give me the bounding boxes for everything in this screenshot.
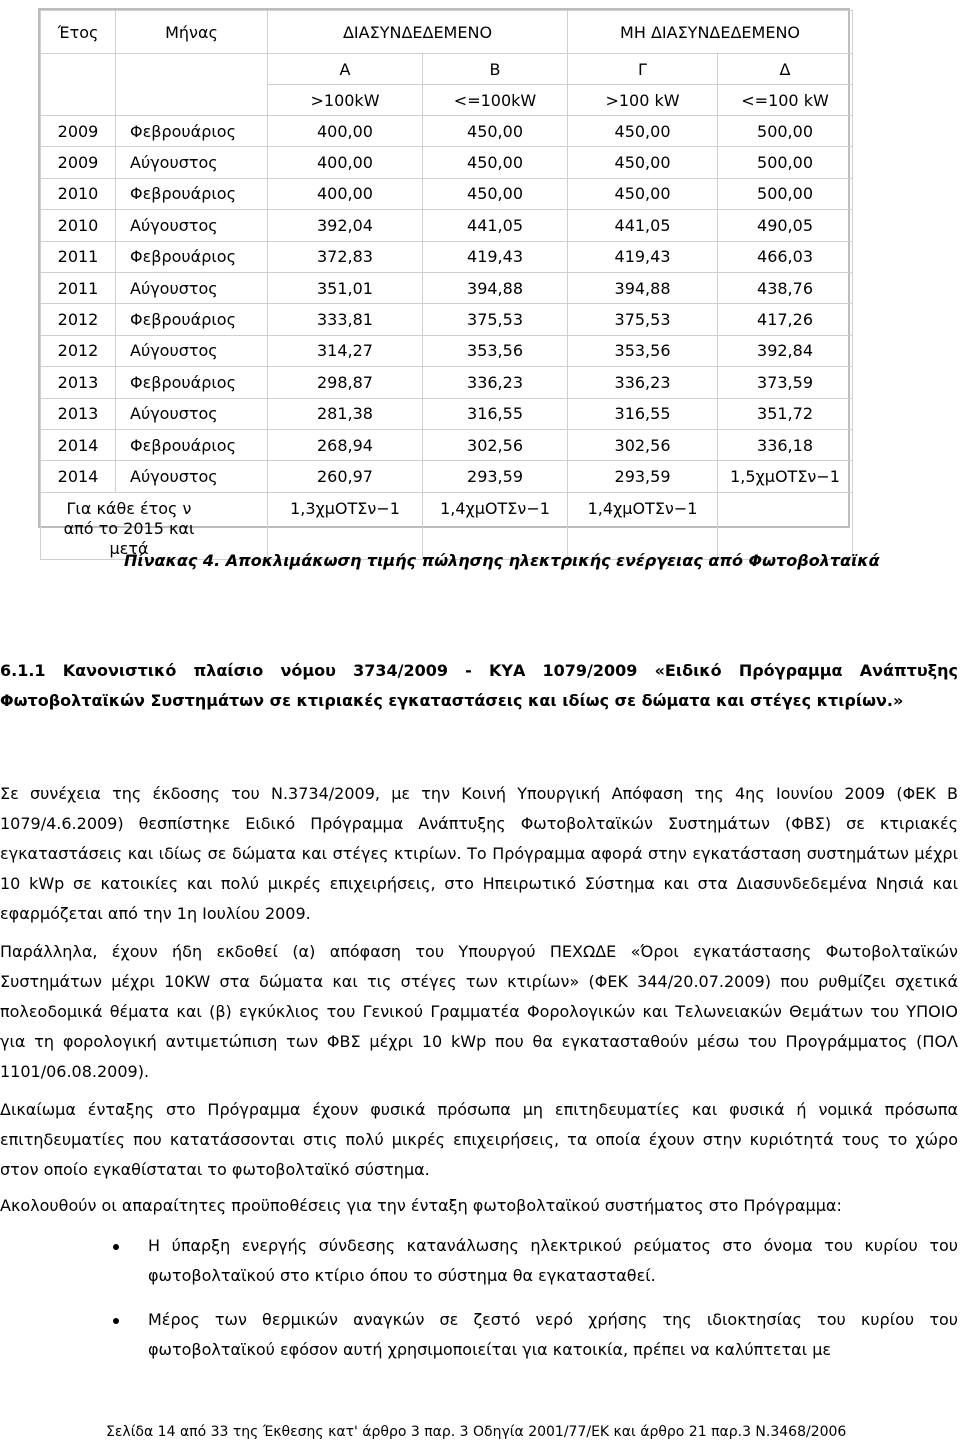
list-item bbox=[0, 1305, 958, 1365]
cell-value: 450,00 bbox=[423, 178, 568, 209]
cell-value: 351,72 bbox=[718, 398, 853, 429]
cell-month: Αύγουστος bbox=[116, 272, 268, 303]
header-month: Μήνας bbox=[116, 11, 268, 54]
section-title: 6.1.1 Κανονιστικό πλαίσιο νόμου 3734/2009 - ΚΥΑ 1079/2009 «Ειδικό Πρόγραμμα Ανάπτυξης Φωτοβολταϊκών Συστημάτων σε κτιριακές εγκαταστάσεις και ιδίως σε δώματα και στέγες κτιρίων.» bbox=[0, 661, 958, 710]
cell-value: 441,05 bbox=[568, 210, 718, 241]
power-a: >100kW bbox=[268, 85, 423, 116]
list-item-text: Η ύπαρξη ενεργής σύνδεσης κατανάλωσης ηλεκτρικού ρεύματος στο όνομα του κυρίου του φωτοβολταϊκού στο κτίριο όπου το σύστημα θα εγκατασταθεί. bbox=[148, 1236, 958, 1285]
power-d: <=100 kW bbox=[718, 85, 853, 116]
list-item-text: Μέρος των θερμικών αναγκών σε ζεστό νερό χρήσης της ιδιοκτησίας του κυρίου του φωτοβολταϊκού εφόσον αυτή χρησιμοποιείται για κατοικία, πρέπει να καλύπτεται με bbox=[148, 1310, 958, 1359]
header-non-interconnected: ΜΗ ΔΙΑΣΥΝΔΕΔΕΜΕΝΟ bbox=[568, 11, 853, 54]
cell-value: 392,04 bbox=[268, 210, 423, 241]
cell-value: 450,00 bbox=[568, 147, 718, 178]
cell-value: 302,56 bbox=[568, 429, 718, 460]
subheader-d: Δ bbox=[718, 54, 853, 85]
cell-month: Αύγουστος bbox=[116, 210, 268, 241]
paragraph-4: Ακολουθούν οι απαραίτητες προϋποθέσεις για την ένταξη φωτοβολταϊκού συστήματος στο Πρόγραμμα: bbox=[0, 1196, 842, 1215]
cell-value: 302,56 bbox=[423, 429, 568, 460]
cell-year: 2013 bbox=[41, 367, 116, 398]
cell-year: 2009 bbox=[41, 116, 116, 147]
cell-value: 260,97 bbox=[268, 461, 423, 492]
cell-value: 441,05 bbox=[423, 210, 568, 241]
cell-value: 466,03 bbox=[718, 241, 853, 272]
cell-year: 2014 bbox=[41, 429, 116, 460]
cell-year: 2012 bbox=[41, 335, 116, 366]
power-b: <=100kW bbox=[423, 85, 568, 116]
cell-value: 281,38 bbox=[268, 398, 423, 429]
cell-value: 490,05 bbox=[718, 210, 853, 241]
cell-value: 333,81 bbox=[268, 304, 423, 335]
cell-value: 500,00 bbox=[718, 147, 853, 178]
cell-value: 316,55 bbox=[423, 398, 568, 429]
subheader-c: Γ bbox=[568, 54, 718, 85]
table-header-row bbox=[41, 11, 853, 54]
cell-month: Φεβρουάριος bbox=[116, 304, 268, 335]
cell-year: 2012 bbox=[41, 304, 116, 335]
cell-value: 417,26 bbox=[718, 304, 853, 335]
subheader-b: Β bbox=[423, 54, 568, 85]
cell-year: 2013 bbox=[41, 398, 116, 429]
table-row bbox=[41, 398, 853, 429]
cell-value bbox=[718, 492, 853, 559]
cell-value: 450,00 bbox=[423, 147, 568, 178]
cell-month: Αύγουστος bbox=[116, 147, 268, 178]
cell-value: 400,00 bbox=[268, 178, 423, 209]
table-row-from-2015 bbox=[41, 492, 853, 559]
cell-value: 268,94 bbox=[268, 429, 423, 460]
cell-value: 353,56 bbox=[423, 335, 568, 366]
header-year: Έτος bbox=[41, 11, 116, 54]
cell-value: 316,55 bbox=[568, 398, 718, 429]
cell-year: 2011 bbox=[41, 241, 116, 272]
cell-month: Φεβρουάριος bbox=[116, 241, 268, 272]
cell-value: 293,59 bbox=[423, 461, 568, 492]
table-row bbox=[41, 178, 853, 209]
cell-value: 293,59 bbox=[568, 461, 718, 492]
cell-value: 400,00 bbox=[268, 147, 423, 178]
bullet-icon bbox=[113, 1318, 119, 1324]
cell-value: 438,76 bbox=[718, 272, 853, 303]
empty-cell bbox=[41, 54, 116, 116]
paragraph-3: Δικαίωμα ένταξης στο Πρόγραμμα έχουν φυσικά πρόσωπα μη επιτηδευματίες και φυσικά ή νομικά πρόσωπα επιτηδευματίες που κατατάσσονται στις πολύ μικρές επιχειρήσεις, τα οποία έχουν στην κυριότητά τους το χώρο στον οποίο εγκαθίσταται το φωτοβολταϊκό σύστημα. bbox=[0, 1100, 958, 1179]
cell-year: 2011 bbox=[41, 272, 116, 303]
table-row bbox=[41, 210, 853, 241]
cell-value: 1,3χμΟΤΣν−1 bbox=[268, 492, 423, 559]
cell-value: 500,00 bbox=[718, 178, 853, 209]
cell-value: 394,88 bbox=[568, 272, 718, 303]
cell-value: 336,23 bbox=[568, 367, 718, 398]
cell-value: 336,23 bbox=[423, 367, 568, 398]
header-interconnected: ΔΙΑΣΥΝΔΕΔΕΜΕΝΟ bbox=[268, 11, 568, 54]
cell-value: 372,83 bbox=[268, 241, 423, 272]
cell-month: Αύγουστος bbox=[116, 398, 268, 429]
cell-year: 2009 bbox=[41, 147, 116, 178]
cell-value: 375,53 bbox=[568, 304, 718, 335]
table-subheader-row bbox=[41, 54, 853, 85]
cell-label: Για κάθε έτος ν από το 2015 και μετά bbox=[41, 492, 268, 559]
cell-year: 2010 bbox=[41, 210, 116, 241]
cell-value: 336,18 bbox=[718, 429, 853, 460]
cell-value: 450,00 bbox=[423, 116, 568, 147]
cell-month: Φεβρουάριος bbox=[116, 116, 268, 147]
cell-value: 375,53 bbox=[423, 304, 568, 335]
cell-value: 394,88 bbox=[423, 272, 568, 303]
table-row bbox=[41, 241, 853, 272]
cell-value: 500,00 bbox=[718, 116, 853, 147]
table-row bbox=[41, 116, 853, 147]
cell-value: 314,27 bbox=[268, 335, 423, 366]
requirements-list bbox=[0, 1231, 958, 1379]
cell-month: Φεβρουάριος bbox=[116, 429, 268, 460]
cell-value: 419,43 bbox=[423, 241, 568, 272]
cell-year: 2010 bbox=[41, 178, 116, 209]
bullet-icon bbox=[113, 1244, 119, 1250]
table-row bbox=[41, 335, 853, 366]
table-row bbox=[41, 461, 853, 492]
page-footer: Σελίδα 14 από 33 της Έκθεσης κατ' άρθρο 3 παρ. 3 Οδηγία 2001/77/ΕΚ και άρθρο 21 παρ.3 Ν.3468/2006 bbox=[106, 1424, 847, 1440]
cell-month: Φεβρουάριος bbox=[116, 367, 268, 398]
table-row bbox=[41, 429, 853, 460]
cell-value: 1,4χμΟΤΣν−1 bbox=[423, 492, 568, 559]
cell-value: 1,5χμΟΤΣν−1 bbox=[718, 461, 853, 492]
cell-value: 1,4χμΟΤΣν−1 bbox=[568, 492, 718, 559]
paragraph-1: Σε συνέχεια της έκδοσης του Ν.3734/2009, με την Κοινή Υπουργική Απόφαση της 4ης Ιουνίου 2009 (ΦΕΚ Β 1079/4.6.2009) θεσπίστηκε Ειδικό Πρόγραμμα Ανάπτυξης Φωτοβολταϊκών Συστημάτων (ΦΒΣ) σε κτιριακές εγκαταστάσεις και ιδίως σε δώματα και στέγες κτιρίων. Το Πρόγραμμα αφορά στην εγκατάσταση συστημάτων μέχρι 10 kWp σε κατοικίες και πολύ μικρές επιχειρήσεις, στο Ηπειρωτικό Σύστημα και στα Διασυνδεδεμένα Νησιά και εφαρμόζεται από την 1η Ιουλίου 2009. bbox=[0, 784, 958, 923]
price-table-container bbox=[38, 8, 850, 558]
cell-month: Αύγουστος bbox=[116, 335, 268, 366]
subheader-a: Α bbox=[268, 54, 423, 85]
table-row bbox=[41, 367, 853, 398]
table-caption: Πίνακας 4. Αποκλιμάκωση τιμής πώλησης ηλεκτρικής ενέργειας από Φωτοβολταϊκά bbox=[124, 551, 880, 570]
cell-value: 373,59 bbox=[718, 367, 853, 398]
cell-year: 2014 bbox=[41, 461, 116, 492]
power-c: >100 kW bbox=[568, 85, 718, 116]
list-item bbox=[0, 1231, 958, 1291]
table-row bbox=[41, 147, 853, 178]
table-row bbox=[41, 272, 853, 303]
cell-value: 419,43 bbox=[568, 241, 718, 272]
cell-month: Αύγουστος bbox=[116, 461, 268, 492]
cell-value: 450,00 bbox=[568, 116, 718, 147]
price-table bbox=[40, 10, 853, 560]
cell-value: 400,00 bbox=[268, 116, 423, 147]
cell-month: Φεβρουάριος bbox=[116, 178, 268, 209]
empty-cell bbox=[116, 54, 268, 116]
cell-value: 353,56 bbox=[568, 335, 718, 366]
paragraph-2: Παράλληλα, έχουν ήδη εκδοθεί (α) απόφαση του Υπουργού ΠΕΧΩΔΕ «Όροι εγκατάστασης Φωτοβολταϊκών Συστημάτων μέχρι 10KW στα δώματα και τις στέγες των κτιρίων» (ΦΕΚ 344/20.07.2009) που ρυθμίζει σχετικά πολεοδομικά θέματα και (β) εγκύκλιος του Γενικού Γραμματέα Φορολογικών και Τελωνειακών Θεμάτων του ΥΠΟΙΟ για τη φορολογική αντιμετώπιση των ΦΒΣ μέχρι 10 kWp που θα εγκατασταθούν μέσω του Προγράμματος (ΠΟΛ 1101/06.08.2009). bbox=[0, 942, 958, 1081]
cell-value: 351,01 bbox=[268, 272, 423, 303]
table-row bbox=[41, 304, 853, 335]
cell-value: 450,00 bbox=[568, 178, 718, 209]
cell-value: 392,84 bbox=[718, 335, 853, 366]
cell-value: 298,87 bbox=[268, 367, 423, 398]
